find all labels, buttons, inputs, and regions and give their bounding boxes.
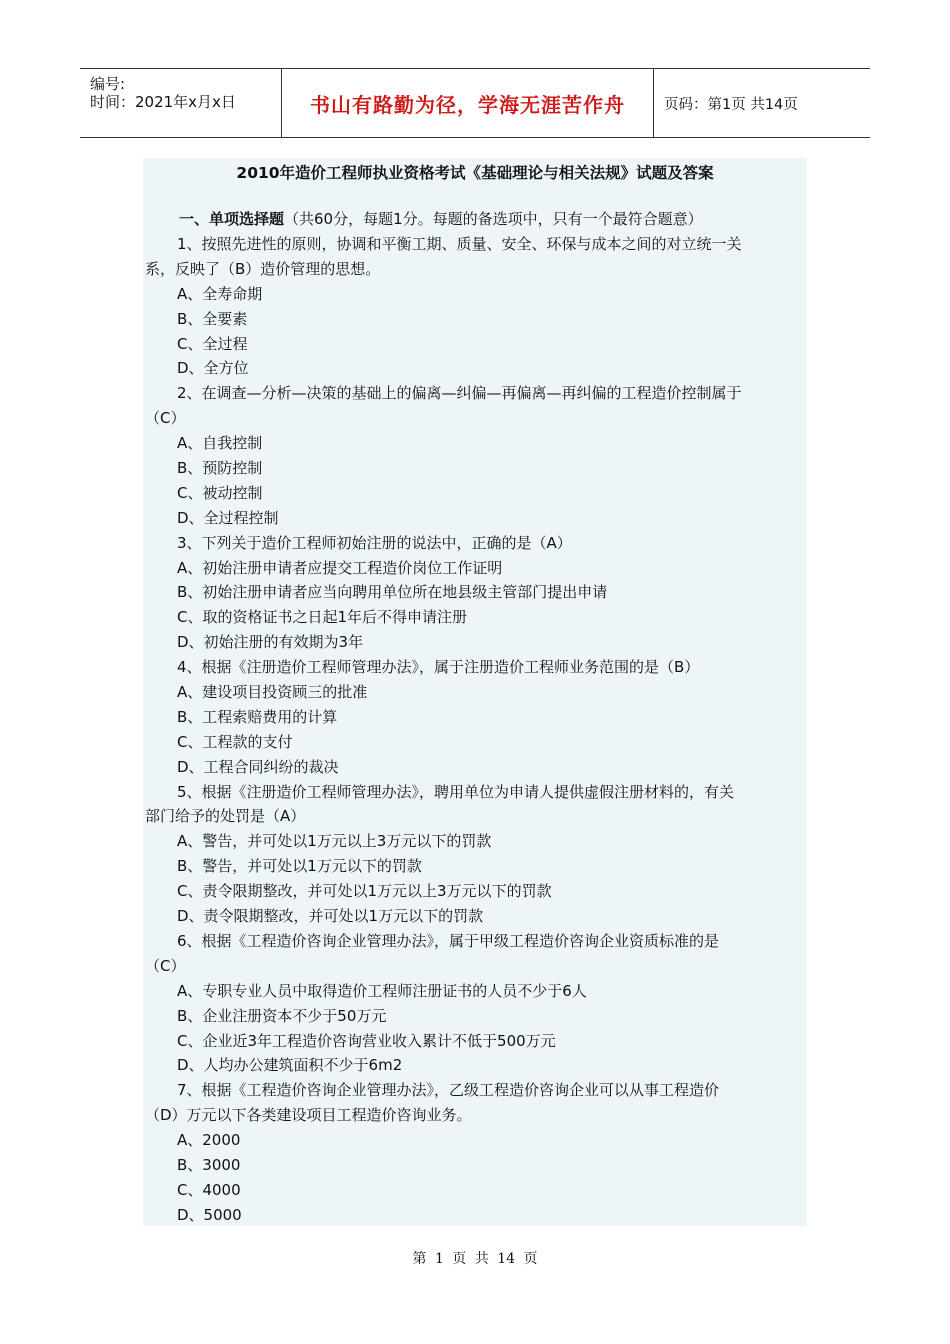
- question-line: 7、根据《工程造价咨询企业管理办法》，乙级工程造价咨询企业可以从事工程造价: [177, 1081, 720, 1100]
- question-line: D、5000: [177, 1205, 242, 1224]
- header-page-info: 页码：第1页 共14页: [664, 96, 798, 113]
- document-title: 2010年造价工程师执业资格考试《基础理论与相关法规》试题及答案: [236, 164, 714, 182]
- question-line: 6、根据《工程造价咨询企业管理办法》，属于甲级工程造价咨询企业资质标准的是: [177, 931, 720, 950]
- question-line: B、企业注册资本不少于50万元: [177, 1006, 387, 1025]
- question-line: 4、根据《注册造价工程师管理办法》，属于注册造价工程师业务范围的是（B）: [177, 658, 700, 677]
- question-line: A、警告，并可处以1万元以上3万元以下的罚款: [177, 832, 492, 851]
- question-line: A、初始注册申请者应提交工程造价岗位工作证明: [177, 558, 503, 577]
- header-table: [80, 68, 870, 138]
- question-line: A、专职专业人员中取得造价工程师注册证书的人员不少于6人: [177, 981, 587, 1000]
- question-line-continuation: （C）: [145, 956, 186, 975]
- document-body: [143, 158, 807, 1226]
- document-number-label: 编号:: [90, 75, 126, 93]
- question-line: C、责令限期整改，并可处以1万元以上3万元以下的罚款: [177, 882, 552, 901]
- question-line: A、建设项目投资顾三的批准: [177, 683, 368, 702]
- header-page-cell: [654, 69, 870, 137]
- question-line: D、责令限期整改，并可处以1万元以下的罚款: [177, 907, 484, 926]
- section-heading: [179, 208, 703, 230]
- header-left-cell: [80, 69, 282, 137]
- question-line: B、3000: [177, 1155, 241, 1174]
- question-line: A、自我控制: [177, 434, 263, 453]
- question-line: D、人均办公建筑面积不少于6m2: [177, 1056, 403, 1075]
- question-list: [143, 232, 807, 1228]
- question-line-continuation: 系，反映了（B）造价管理的思想。: [145, 259, 381, 278]
- header-motto-cell: [282, 69, 654, 137]
- question-line: C、被动控制: [177, 483, 263, 502]
- question-line: 1、按照先进性的原则，协调和平衡工期、质量、安全、环保与成本之间的对立统一关: [177, 235, 742, 253]
- question-line: C、4000: [177, 1180, 241, 1199]
- question-line: B、警告，并可处以1万元以下的罚款: [177, 857, 422, 876]
- page-footer: 第 1 页 共 14 页: [412, 1251, 538, 1267]
- question-line: D、全方位: [177, 359, 249, 378]
- motto-text: 书山有路勤为径，学海无涯苦作舟: [310, 92, 625, 117]
- question-line: 5、根据《注册造价工程师管理办法》，聘用单位为申请人提供虚假注册材料的，有关: [177, 782, 735, 801]
- question-line: D、初始注册的有效期为3年: [177, 633, 364, 652]
- question-line: D、全过程控制: [177, 508, 279, 527]
- question-line: C、工程款的支付: [177, 732, 293, 751]
- question-line-continuation: 部门给予的处罚是（A）: [145, 807, 306, 826]
- question-line: 2、在调查—分析—决策的基础上的偏离—纠偏—再偏离—再纠偏的工程造价控制属于: [177, 384, 742, 403]
- question-line: B、预防控制: [177, 459, 263, 478]
- question-line: B、初始注册申请者应当向聘用单位所在地县级主管部门提出申请: [177, 583, 608, 602]
- question-line: 3、下列关于造价工程师初始注册的说法中，正确的是（A）: [177, 533, 572, 552]
- question-line: A、全寿命期: [177, 284, 263, 303]
- section-heading-label: 一、单项选择题: [179, 210, 285, 228]
- section-heading-note: （共60分，每题1分。每题的备选项中，只有一个最符合题意）: [284, 210, 703, 228]
- question-line: C、全过程: [177, 334, 248, 353]
- question-line-continuation: （D）万元以下各类建设项目工程造价咨询业务。: [145, 1106, 472, 1125]
- question-line: C、企业近3年工程造价咨询营业收入累计不低于500万元: [177, 1031, 556, 1050]
- question-line: C、取的资格证书之日起1年后不得申请注册: [177, 608, 468, 627]
- question-line: B、全要素: [177, 309, 248, 328]
- question-line-continuation: （C）: [145, 409, 186, 428]
- question-line: A、2000: [177, 1131, 241, 1150]
- question-line: D、工程合同纠纷的裁决: [177, 757, 339, 776]
- question-line: B、工程索赔费用的计算: [177, 707, 338, 726]
- document-date: 时间：2021年x月x日: [90, 93, 236, 111]
